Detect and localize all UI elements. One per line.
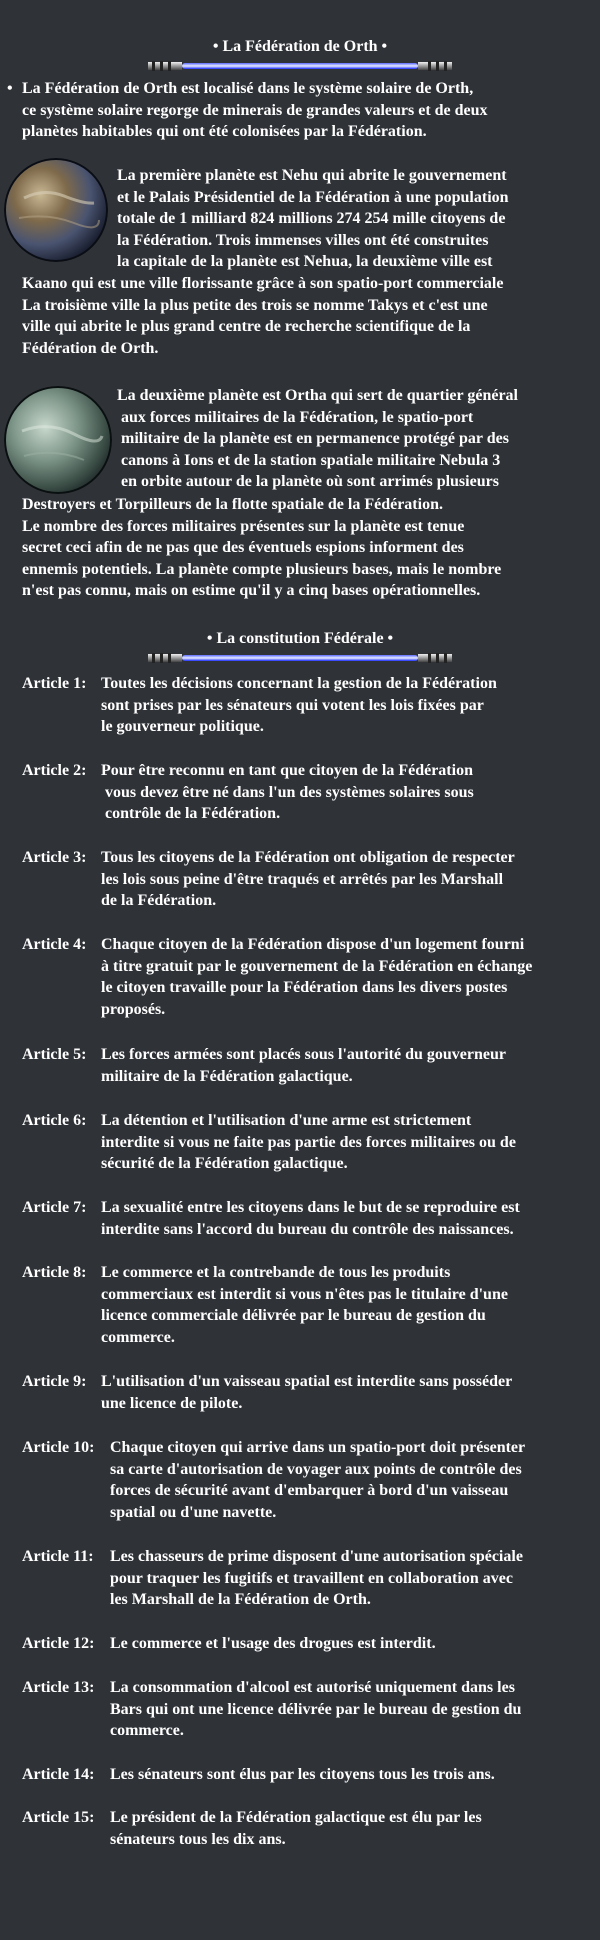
article-number: Article 2: (22, 762, 87, 779)
article-number: Article 12: (22, 1635, 95, 1652)
article-number: Article 13: (22, 1679, 95, 1696)
article-number: Article 6: (22, 1112, 87, 1129)
article-number: Article 9: (22, 1373, 87, 1390)
article-text: Pour être reconnu en tant que citoyen de la Fédération vous devez être né dans l'un des systèmes solaires sous contrôle de la Fédération. (101, 762, 474, 823)
article-text: Le commerce et l'usage des drogues est interdit. (110, 1635, 436, 1652)
intro-paragraph: La Fédération de Orth est localisé dans le système solaire de Orth, ce système solaire regorge de minerais de grandes valeurs et de deux planètes habitables qui ont été colonisées par la Fédération. (22, 80, 488, 141)
section-title-federation: • La Fédération de Orth • (212, 38, 388, 55)
article-text: Chaque citoyen qui arrive dans un spatio-port doit présenter sa carte d'autorisation de voyager aux points de contrôle des forces de sécurité avant d'embarquer à bord d'un vaisseau spatial ou d'une navette. (110, 1439, 526, 1521)
article-number: Article 3: (22, 849, 87, 866)
article-number: Article 15: (22, 1809, 95, 1826)
article-number: Article 1: (22, 675, 87, 692)
article-number: Article 11: (22, 1548, 94, 1565)
planet-ortha-image (4, 386, 112, 494)
article-number: Article 10: (22, 1439, 95, 1456)
article-number: Article 8: (22, 1264, 87, 1281)
article-text: La consommation d'alcool est autorisé uniquement dans les Bars qui ont une licence délivrée par le bureau de gestion du commerce. (110, 1679, 522, 1740)
article-text: La sexualité entre les citoyens dans le but de se reproduire est interdite sans l'accord du bureau du contrôle des naissances. (101, 1199, 520, 1238)
lightsaber-divider-icon (148, 61, 452, 71)
article-text: L'utilisation d'un vaisseau spatial est interdite sans posséder une licence de pilote. (101, 1373, 513, 1412)
planet-ortha-text-bottom: Destroyers et Torpilleurs de la flotte spatiale de la Fédération. Le nombre des forces militaires présentes sur la planète est tenue secret ceci afin de ne pas que des éventuels espions informent des ennemis potentiels. La planète compte plusieurs bases, mais le nombre n'est pas connu, mais on estime qu'il y a cinq bases opérationnelles. (22, 496, 502, 600)
planet-nehu-text-bottom: Kaano qui est une ville florissante grâce à son spatio-port commerciale La troisième ville la plus petite des trois se nomme Takys et c'est une ville qui abrite le plus grand centre de recherche scientifique de la Fédération de Orth. (22, 275, 504, 357)
article-number: Article 5: (22, 1046, 87, 1063)
article-text: Chaque citoyen de la Fédération dispose d'un logement fourni à titre gratuit par le gouvernement de la Fédération en échange le citoyen travaille pour la Fédération dans les divers postes proposés. (101, 936, 533, 1018)
intro-bullet: • (7, 80, 13, 97)
planet-nehu-image (4, 158, 108, 262)
article-text: Les forces armées sont placés sous l'autorité du gouverneur militaire de la Fédération galactique. (101, 1046, 506, 1085)
article-text: Les sénateurs sont élus par les citoyens tous les trois ans. (110, 1766, 495, 1783)
article-number: Article 7: (22, 1199, 87, 1216)
planet-ortha-text-top: La deuxième planète est Ortha qui sert de quartier général aux forces militaires de la Fédération, le spatio-port militaire de la planète est en permanence protégé par des canons à Ions et de la station spatiale militaire Nebula 3 en orbite autour de la planète où sont arrimés plusieurs (117, 387, 518, 491)
article-text: Le président de la Fédération galactique est élu par les sénateurs tous les dix ans. (110, 1809, 482, 1848)
section-title-constitution: • La constitution Fédérale • (206, 630, 394, 647)
article-text: La détention et l'utilisation d'une arme est strictement interdite si vous ne faite pas partie des forces militaires ou de sécurité de la Fédération galactique. (101, 1112, 516, 1173)
article-text: Les chasseurs de prime disposent d'une autorisation spéciale pour traquer les fugitifs et travaillent en collaboration avec les Marshall de la Fédération de Orth. (110, 1548, 523, 1609)
article-number: Article 14: (22, 1766, 95, 1783)
lightsaber-divider-icon (148, 653, 452, 663)
planet-nehu-text-top: La première planète est Nehu qui abrite le gouvernement et le Palais Présidentiel de la Fédération à une population totale de 1 milliard 824 millions 274 254 mille citoyens de la Fédération. Trois immenses villes ont été construites la capitale de la planète est Nehua, la deuxième ville est (117, 167, 509, 271)
article-text: Tous les citoyens de la Fédération ont obligation de respecter les lois sous peine d'être traqués et arrêtés par les Marshall de la Fédération. (101, 849, 515, 910)
article-text: Le commerce et la contrebande de tous les produits commerciaux est interdit si vous n'êtes pas le titulaire d'une licence commerciale délivrée par le bureau de gestion du commerce. (101, 1264, 508, 1346)
article-text: Toutes les décisions concernant la gestion de la Fédération sont prises par les sénateurs qui votent les lois fixées par le gouverneur politique. (101, 675, 497, 736)
article-number: Article 4: (22, 936, 87, 953)
